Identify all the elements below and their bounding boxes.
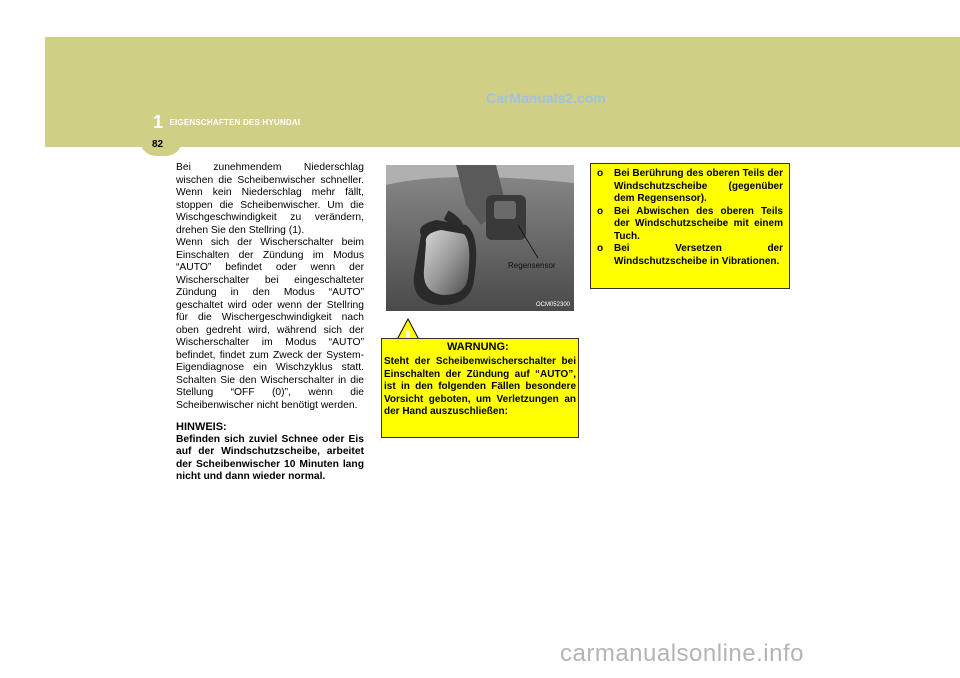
chapter-heading xyxy=(153,112,300,133)
paragraph-auto-mode: Wenn sich der Wischerschalter beim Einschalten der Zündung im Modus “AUTO” befindet oder wenn der Wischerschalter bei eingeschalteter Zündung in den Modus “AUTO” geschaltet wird oder wenn der Stellring für die Wischergeschwindigkeit nach oben gedreht wird, während sich der Wischerschalter im Modus “AUTO” befindet, findet zum Zweck der System-Eigendiagnose ein Wischzyklus statt. Schalten Sie den Wischerschalter in die Stellung “OFF (0)”, wenn die Scheibenwischer nicht benötigt werden. xyxy=(176,237,364,411)
body-text-column xyxy=(176,162,364,484)
caution-list-box xyxy=(590,163,790,289)
list-item-text: Bei Berührung des oberen Teils der Windschutzscheibe (gegenüber dem Regensensor). xyxy=(614,168,783,204)
list-item-text: Bei Abwischen des oberen Teils der Windschutzscheibe mit einem Tuch. xyxy=(614,205,783,242)
list-item xyxy=(597,243,783,268)
list-item-text: Bei Versetzen der Windschutzscheibe in Vibrationen. xyxy=(614,243,783,267)
figure-code: OCM052300 xyxy=(535,302,570,308)
paragraph-rain-speed: Bei zunehmendem Niederschlag wischen die Scheibenwischer schneller. Wenn kein Niederschlag mehr fällt, stoppen die Scheibenwischer. Um die Wischgeschwindigkeit zu verändern, drehen Sie den Stellring (1). xyxy=(176,162,364,236)
rain-sensor-figure xyxy=(386,165,574,311)
note-body: Befinden sich zuviel Schnee oder Eis auf der Windschutzscheibe, arbeitet der Scheibenwischer 10 Minuten lang nicht und dann wieder normal. xyxy=(176,433,364,482)
list-item xyxy=(597,206,783,244)
bullet: o xyxy=(597,205,604,217)
page-number: 82 xyxy=(152,139,164,150)
site-banner-link[interactable]: CarManuals2.com xyxy=(486,90,606,106)
bullet: o xyxy=(597,243,604,254)
bullet: o xyxy=(597,168,604,179)
rain-sensor-illustration xyxy=(386,165,574,311)
warning-title: WARNUNG: xyxy=(447,341,509,353)
rain-sensor-label: Regensensor xyxy=(508,261,556,270)
warning-body: Steht der Scheibenwischerschalter bei Einschalten der Zündung auf “AUTO”, ist in den folgenden Fällen besondere Vorsicht geboten, um Verletzungen an der Hand auszuschließen: xyxy=(384,356,576,417)
watermark-link[interactable]: carmanualsonline.info xyxy=(560,640,804,667)
note-title: HINWEIS: xyxy=(176,421,227,433)
chapter-title: EIGENSCHAFTEN DES HYUNDAI xyxy=(169,118,301,127)
chapter-number: 1 xyxy=(153,112,164,132)
list-item xyxy=(597,168,783,206)
